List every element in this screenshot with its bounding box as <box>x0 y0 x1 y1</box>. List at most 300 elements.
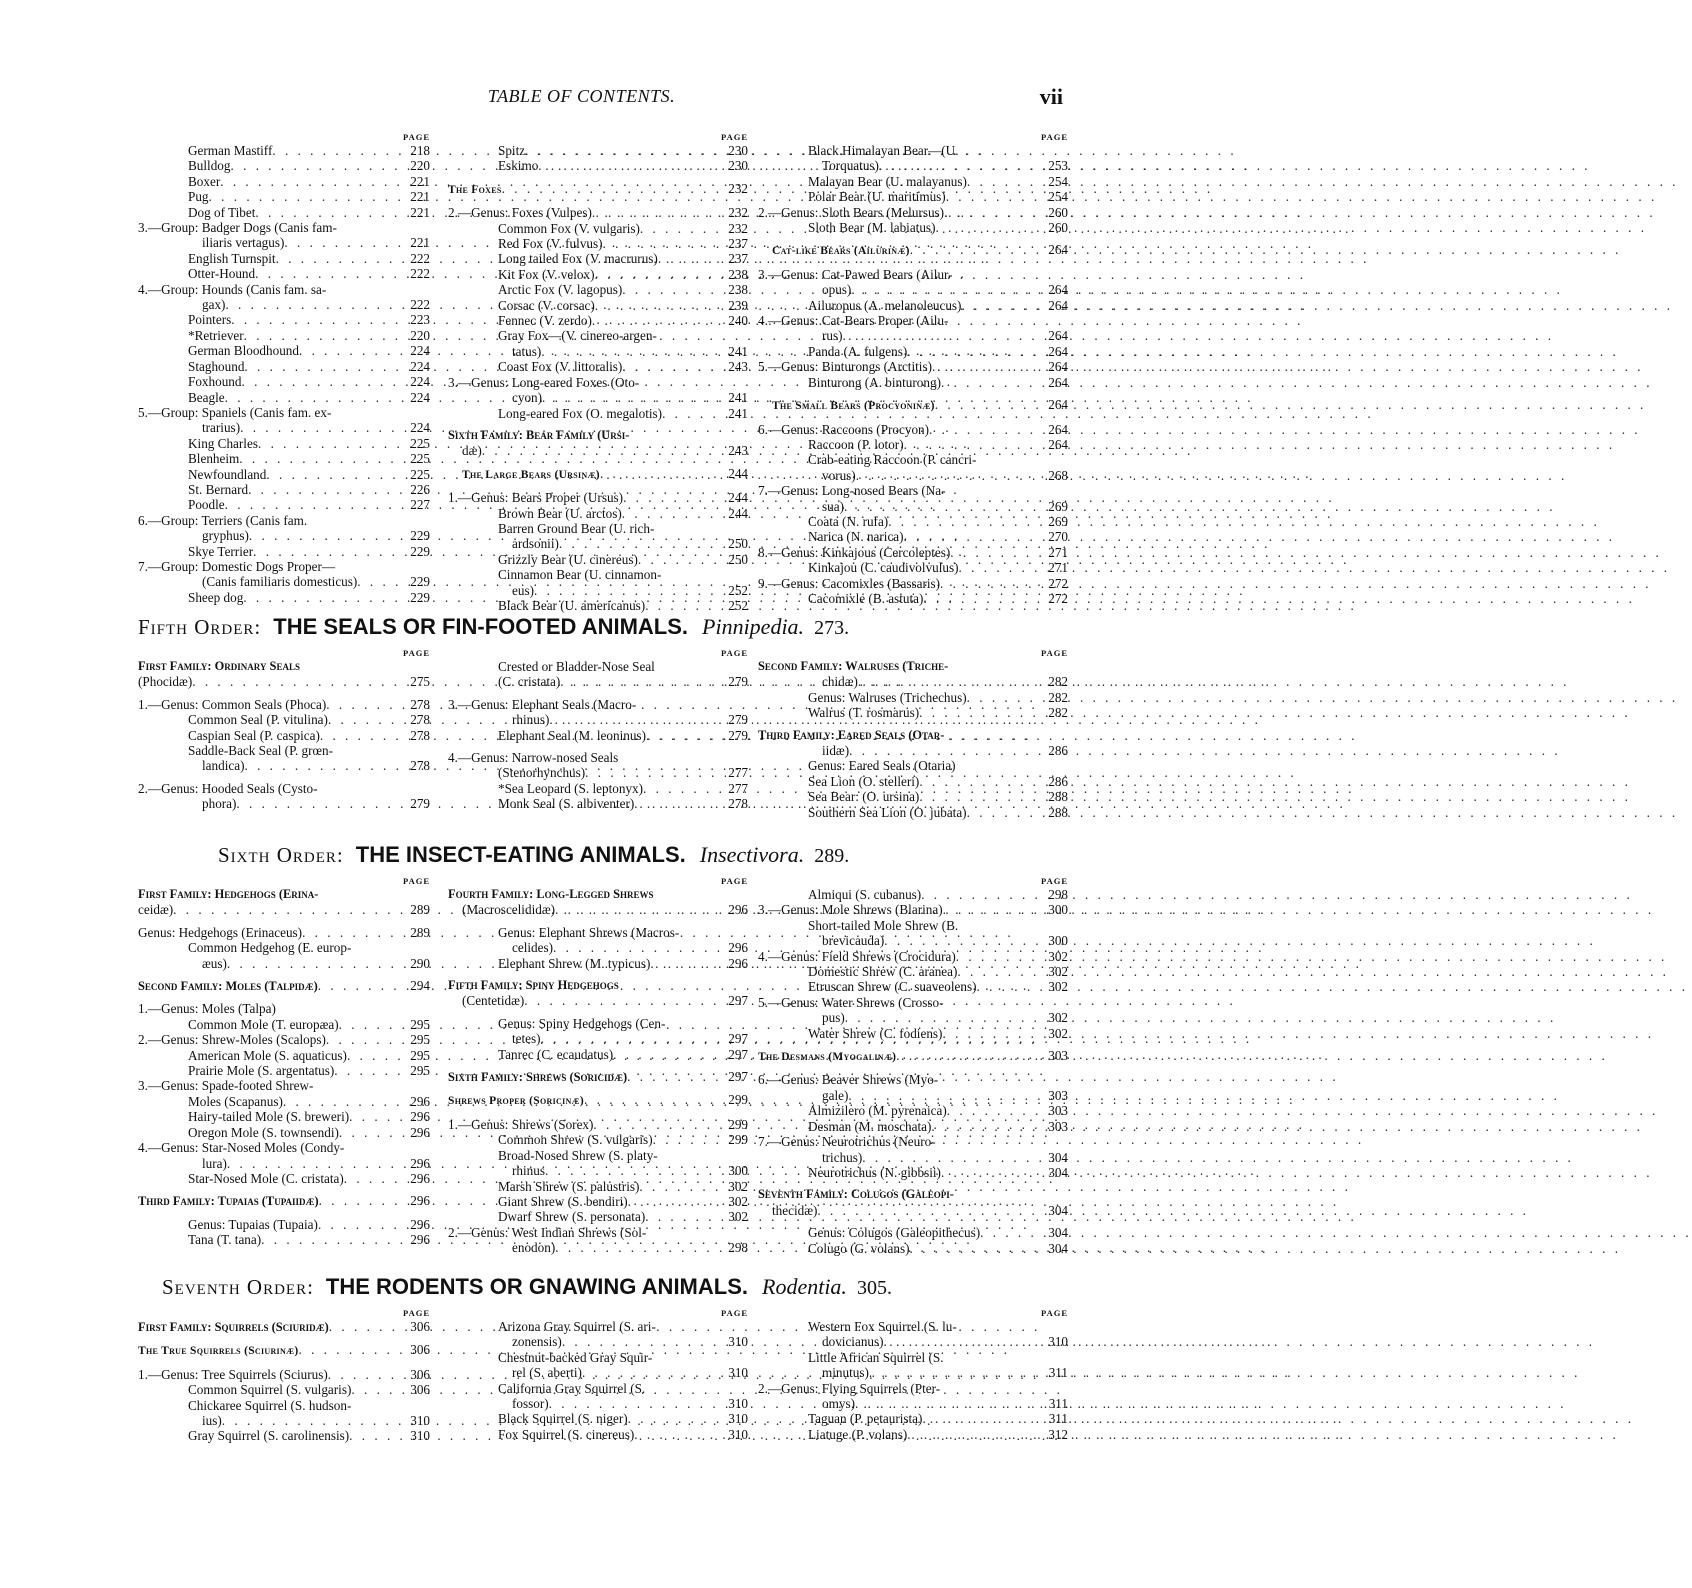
page-column-label: PAGE <box>1041 648 1068 658</box>
dot-leader <box>349 1428 408 1443</box>
dot-leader <box>855 1396 1047 1411</box>
toc-entry-page: 302 <box>1048 979 1068 995</box>
toc-entry <box>448 443 748 458</box>
dot-leader <box>967 174 1046 189</box>
toc-entry-text: Almiqui (S. cubanus) <box>808 887 922 902</box>
toc-entry-page: 296 <box>410 1124 430 1140</box>
dot-leader <box>976 979 1046 994</box>
toc-block-seals <box>138 648 1068 828</box>
toc-entry-text: First Family: Ordinary Seals <box>138 659 300 673</box>
dot-leader <box>851 282 1046 297</box>
toc-entry-page: 252 <box>728 582 748 598</box>
dot-leader <box>328 712 408 727</box>
toc-entry-text: Barren Ground Bear (U. rich- <box>498 520 655 536</box>
toc-entry-text: Etruscan Shrew (C. suaveolens) <box>808 979 977 995</box>
toc-entry-text: gax) <box>202 297 226 313</box>
toc-entry-text: The Large Bears (Ursinæ) <box>462 468 600 481</box>
toc-entry <box>138 796 430 811</box>
toc-family-heading <box>448 887 748 902</box>
dot-leader <box>255 205 408 220</box>
toc-entry <box>138 266 430 281</box>
toc-entry <box>448 598 748 613</box>
dot-leader <box>595 298 726 313</box>
toc-entry <box>758 174 1068 189</box>
toc-entry-text: Saddle-Back Seal (P. grœn- <box>188 743 334 759</box>
toc-entry-page: 296 <box>728 955 748 971</box>
toc-entry-page: 306 <box>410 1382 430 1398</box>
toc-entry-page: 254 <box>1048 173 1068 189</box>
toc-entry-text: Common Fox (V. vulgaris) <box>498 220 640 236</box>
toc-entry-page: 254 <box>1048 189 1068 205</box>
toc-entry-text: ceidæ) <box>138 902 174 918</box>
dot-leader <box>559 536 726 551</box>
toc-entry-text: The Small Bears (Procyoninæ) <box>772 400 935 413</box>
dot-leader <box>845 1010 1047 1025</box>
toc-entry-page: 270 <box>1048 529 1068 545</box>
toc-entry <box>138 1094 430 1109</box>
order-latin: Rodentia. <box>762 1274 847 1299</box>
dot-leader <box>299 343 408 358</box>
toc-entry <box>448 925 748 940</box>
toc-entry-text: Fennec (V. zerdo) <box>498 313 592 329</box>
toc-entry <box>138 1398 430 1413</box>
toc-entry <box>138 1217 430 1232</box>
toc-entry <box>138 574 430 589</box>
toc-entry-text: Neurotrichus (N. gibbsii) <box>808 1164 941 1180</box>
toc-entry-text: Gray Squirrel (S. carolinensis) <box>188 1428 350 1444</box>
toc-subfamily-heading <box>138 1342 430 1359</box>
toc-entry-text: Tanrec (C. ecaudatus) <box>498 1046 614 1062</box>
toc-entry-text: Third Family: Tupaias (Tupaiidæ) <box>138 1194 319 1209</box>
toc-family-heading <box>138 1319 430 1335</box>
toc-entry-text: Fourth Family: Long-Legged Shrews <box>448 887 654 901</box>
toc-entry-page: 279 <box>728 674 748 690</box>
toc-entry <box>448 1240 748 1255</box>
order-latin: Pinnipedia. <box>702 614 805 639</box>
toc-entry <box>138 1048 430 1063</box>
toc-entry <box>138 235 430 250</box>
toc-entry-text: The Foxes <box>448 183 502 196</box>
dot-leader <box>318 1217 408 1232</box>
toc-column <box>138 648 430 812</box>
toc-entry-text: Colugo (G. volans) <box>808 1240 910 1256</box>
order-label: Sixth Order: <box>218 843 344 867</box>
toc-entry-text: fossor) <box>512 1396 549 1412</box>
toc-entry-page: 296 <box>410 1109 430 1125</box>
toc-entry <box>758 545 1068 560</box>
toc-entry-text: 3.—Genus: Cat-Pawed Bears (Ailur- <box>758 266 953 282</box>
dot-leader <box>225 497 409 512</box>
dot-leader <box>947 1103 1046 1118</box>
toc-entry <box>448 267 748 282</box>
toc-entry <box>138 728 430 743</box>
toc-entry-page: 222 <box>410 250 430 266</box>
toc-entry-text: rel (S. aberti) <box>512 1365 582 1381</box>
toc-entry-page: 264 <box>1048 343 1068 359</box>
toc-entry-page: 264 <box>1048 297 1068 313</box>
toc-entry <box>448 359 748 374</box>
toc-entry-page: 302 <box>728 1193 748 1209</box>
toc-entry <box>448 1225 748 1240</box>
dot-leader <box>646 728 726 743</box>
toc-column <box>758 876 1068 1256</box>
toc-entry <box>138 143 430 158</box>
toc-entry <box>448 993 748 1008</box>
toc-entry-page: 222 <box>410 266 430 282</box>
dot-leader <box>261 1232 408 1247</box>
toc-entry-text: vorus) <box>822 467 856 483</box>
toc-entry <box>758 422 1068 437</box>
dot-leader <box>236 796 408 811</box>
toc-entry-text: California Gray Squirrel (S. <box>498 1380 646 1396</box>
toc-entry-page: 288 <box>1048 789 1068 805</box>
toc-entry-page: 271 <box>1048 560 1068 576</box>
dot-leader <box>961 298 1046 313</box>
toc-entry-page: 225 <box>410 451 430 467</box>
page-column-label: PAGE <box>403 1308 430 1318</box>
toc-entry-text: Second Family: Walruses (Triche- <box>758 659 949 673</box>
toc-subfamily-heading <box>758 397 1068 414</box>
toc-entry-text: St. Bernard <box>188 481 249 497</box>
dot-leader <box>351 1382 408 1397</box>
toc-entry-text: Blenheim <box>188 451 240 467</box>
toc-entry <box>138 482 430 497</box>
toc-entry <box>448 1148 748 1163</box>
toc-entry <box>758 499 1068 514</box>
dot-leader <box>935 220 1046 235</box>
toc-entry-text: Marsh Shrew (S. palustris) <box>498 1178 640 1194</box>
toc-entry <box>758 902 1068 917</box>
toc-entry <box>448 674 748 689</box>
toc-entry-text: Narica (N. narica) <box>808 529 904 545</box>
toc-entry <box>138 390 430 405</box>
toc-entry-text: minutus) <box>822 1365 869 1381</box>
toc-entry-text: 2.—Genus: West Indian Shrews (Sol- <box>448 1224 647 1240</box>
toc-entry <box>758 995 1068 1010</box>
toc-entry-page: 311 <box>1048 1411 1068 1427</box>
dot-leader <box>645 598 726 613</box>
toc-entry-page: 224 <box>410 343 430 359</box>
toc-entry <box>138 297 430 312</box>
toc-entry-page: 232 <box>728 220 748 236</box>
toc-entry <box>448 1179 748 1194</box>
toc-entry <box>138 559 430 574</box>
toc-entry-page: 297 <box>728 993 748 1009</box>
toc-entry-text: gale) <box>822 1087 849 1103</box>
page-column-label: PAGE <box>721 876 748 886</box>
toc-entry-text: phora) <box>202 796 237 812</box>
toc-entry <box>138 328 430 343</box>
toc-entry-text: Sea Lion (O. stelleri) <box>808 773 920 789</box>
toc-entry-page: 224 <box>410 389 430 405</box>
toc-entry-page: 302 <box>728 1209 748 1225</box>
dot-leader <box>560 674 726 689</box>
toc-entry-text: Panda (A. fulgens) <box>808 343 908 359</box>
toc-entry-text: Red Fox (V. fulvus) <box>498 236 603 252</box>
dot-leader <box>258 436 408 451</box>
toc-entry-page: 297 <box>728 1031 748 1047</box>
toc-entry-text: Little African Squirrel (S. <box>808 1349 944 1365</box>
toc-entry-page: 279 <box>410 796 430 812</box>
toc-entry <box>448 1117 748 1132</box>
toc-entry <box>138 205 430 220</box>
dot-leader <box>192 674 408 689</box>
toc-entry <box>448 1047 748 1062</box>
dot-leader <box>919 789 1046 804</box>
toc-entry <box>758 298 1068 313</box>
toc-entry <box>138 1017 430 1032</box>
toc-entry <box>758 1319 1068 1334</box>
toc-entry-page: 304 <box>1048 1164 1068 1180</box>
toc-entry <box>448 143 748 158</box>
toc-entry <box>138 1063 430 1078</box>
dot-leader <box>935 397 1046 412</box>
dot-leader <box>542 390 726 405</box>
toc-entry-text: Kinkajou (C. caudivolvulus) <box>808 560 959 576</box>
toc-entry-page: 296 <box>410 1155 430 1171</box>
order-page: 273. <box>814 617 850 639</box>
dot-leader <box>541 344 726 359</box>
toc-entry-text: 8.—Genus: Kinkajous (Cercoleptes) <box>758 544 951 560</box>
order-heading-sixth <box>218 842 1148 874</box>
toc-entry-page: 310 <box>410 1428 430 1444</box>
dot-leader <box>222 1413 408 1428</box>
toc-entry <box>758 743 1068 758</box>
toc-entry <box>138 1171 430 1186</box>
toc-entry-text: cyon) <box>512 390 543 406</box>
dot-leader <box>326 697 408 712</box>
dot-leader <box>848 1088 1046 1103</box>
toc-entry-text: Cacomixle (B. astuta) <box>808 590 924 606</box>
toc-subfamily-heading <box>448 466 748 483</box>
toc-entry <box>138 497 430 512</box>
dot-leader <box>950 545 1046 560</box>
toc-entry <box>138 467 430 482</box>
dot-leader <box>653 1132 727 1147</box>
toc-entry <box>758 690 1068 705</box>
toc-entry-page: 298 <box>728 1240 748 1256</box>
toc-entry-page: 222 <box>410 297 430 313</box>
toc-entry-page: 312 <box>1048 1426 1068 1442</box>
toc-entry-page: 269 <box>1048 498 1068 514</box>
toc-entry <box>758 576 1068 591</box>
toc-entry-page: 250 <box>728 536 748 552</box>
page-column-label: PAGE <box>721 1308 748 1318</box>
toc-entry-text: 5.—Genus: Binturongs (Arctitis) <box>758 359 932 375</box>
toc-entry-text: Sixth Family: Bear Family (Ursi- <box>448 427 630 442</box>
toc-entry-page: 277 <box>728 765 748 781</box>
toc-entry-page: 302 <box>1048 964 1068 980</box>
toc-entry <box>138 743 430 758</box>
toc-entry-text: 4.—Genus: Star-Nosed Moles (Condy- <box>138 1140 345 1156</box>
toc-entry <box>448 1411 748 1426</box>
dot-leader <box>541 1031 727 1046</box>
toc-entry-text: Moles (Scapanus) <box>188 1093 283 1109</box>
dot-leader <box>844 499 1046 514</box>
toc-entry <box>138 1125 430 1140</box>
toc-entry-text: Almizilero (M. pyrenaica) <box>808 1103 947 1119</box>
toc-entry-page: 306 <box>410 1342 430 1358</box>
toc-entry-text: Black Himalayan Bear—(U. <box>808 143 959 158</box>
toc-entry <box>448 1194 748 1209</box>
toc-entry-page: 306 <box>410 1319 430 1334</box>
toc-entry-text: rus) <box>822 328 843 344</box>
toc-entry <box>758 789 1068 804</box>
toc-entry-page: 297 <box>728 1069 748 1085</box>
toc-entry-text: Black Bear (U. americanus) <box>498 597 646 613</box>
toc-entry-text: Long-eared Fox (O. megalotis) <box>498 405 663 421</box>
toc-entry-text: Gray Fox—(V. cinereo-argen- <box>498 328 657 344</box>
toc-entry <box>138 1156 430 1171</box>
toc-entry <box>448 536 748 551</box>
toc-entry-text: celides) <box>512 940 554 956</box>
toc-entry-text: Walrus (T. rosmarus) <box>808 705 920 721</box>
toc-entry <box>138 420 430 435</box>
toc-entry-text: Cat-like Bears (Ailurinæ) <box>772 245 910 258</box>
toc-entry-text: sua) <box>822 498 844 514</box>
toc-entry-page: 244 <box>728 465 748 481</box>
dot-leader <box>555 902 726 917</box>
toc-entry <box>758 1103 1068 1118</box>
toc-entry-page: 264 <box>1048 328 1068 344</box>
dot-leader <box>549 1396 727 1411</box>
toc-entry-text: rhinus) <box>512 712 550 728</box>
toc-entry-page: 244 <box>728 490 748 506</box>
dot-leader <box>941 1165 1046 1180</box>
toc-subfamily-heading <box>758 242 1068 259</box>
page-column-label: PAGE <box>403 876 430 886</box>
dot-leader <box>628 1411 727 1426</box>
toc-entry <box>138 405 430 420</box>
toc-entry <box>758 705 1068 720</box>
toc-entry-text: Torquatus) <box>822 158 879 174</box>
toc-entry-text: opus) <box>822 282 852 298</box>
toc-entry <box>138 174 430 189</box>
toc-entry-page: 296 <box>410 1170 430 1186</box>
toc-entry-page: 221 <box>410 189 430 205</box>
toc-entry-page: 244 <box>728 505 748 521</box>
toc-entry <box>758 1072 1068 1087</box>
dot-leader <box>534 583 726 598</box>
toc-entry-text: iidæ) <box>822 743 850 759</box>
toc-entry-text: Sixth Family: Shrews (Soricidæ) <box>448 1070 628 1085</box>
toc-entry <box>448 765 748 780</box>
dot-leader <box>662 406 726 421</box>
dot-leader <box>967 690 1047 705</box>
toc-entry <box>138 312 430 327</box>
toc-entry <box>448 1016 748 1031</box>
dot-leader <box>623 490 726 505</box>
toc-block-carnivores-cont <box>138 132 1068 613</box>
toc-entry <box>138 158 430 173</box>
toc-entry-page: 268 <box>1048 467 1068 483</box>
toc-entry-page: 226 <box>410 481 430 497</box>
toc-entry-page: 241 <box>728 405 748 421</box>
toc-entry <box>138 189 430 204</box>
toc-entry-page: 260 <box>1048 204 1068 220</box>
toc-entry-page: 311 <box>1048 1396 1068 1412</box>
order-name: THE SEALS OR FIN-FOOTED ANIMALS. <box>273 614 689 639</box>
toc-entry-text: Second Family: Moles (Talpidæ) <box>138 979 318 994</box>
toc-entry-text: 2.—Genus: Sloth Bears (Melursus) <box>758 204 945 220</box>
toc-entry-page: 250 <box>728 551 748 567</box>
dot-leader <box>929 422 1046 437</box>
toc-column <box>138 132 430 605</box>
toc-entry <box>758 375 1068 390</box>
toc-family-heading <box>758 659 1068 674</box>
toc-entry-page: 264 <box>1048 282 1068 298</box>
toc-entry-text: 4.—Genus: Field Shrews (Crocidura) <box>758 948 956 964</box>
toc-entry-page: 289 <box>410 924 430 940</box>
toc-entry-page: 278 <box>410 758 430 774</box>
toc-entry-text: 6.—Group: Terriers (Canis fam. <box>138 512 308 528</box>
toc-entry-text: Giant Shrew (S. bendiri) <box>498 1193 628 1209</box>
dot-leader <box>244 328 409 343</box>
toc-entry-text: eus) <box>512 582 534 598</box>
dot-leader <box>545 1163 726 1178</box>
toc-entry-text: Prairie Mole (S. argentatus) <box>188 1063 335 1079</box>
toc-entry-page: 243 <box>728 359 748 375</box>
toc-entry-page: 241 <box>728 390 748 406</box>
dot-leader <box>858 674 1046 689</box>
dot-leader <box>318 978 408 993</box>
toc-entry <box>138 1140 430 1155</box>
dot-leader <box>319 1193 409 1208</box>
toc-entry-page: 229 <box>410 589 430 605</box>
toc-entry-page: 264 <box>1048 359 1068 375</box>
toc-entry-text: Eskimo <box>498 158 539 174</box>
dot-leader <box>923 591 1046 606</box>
order-latin: Insectivora. <box>699 842 805 867</box>
toc-entry-text: 5.—Genus: Water Shrews (Crosso- <box>758 994 944 1010</box>
dot-leader <box>334 1063 408 1078</box>
toc-family-heading <box>758 728 1068 743</box>
dot-leader <box>242 374 409 389</box>
toc-entry-page: 289 <box>410 902 430 918</box>
toc-entry-text: Sheep dog <box>188 589 244 605</box>
dot-leader <box>553 940 726 955</box>
toc-entry-text: Coast Fox (V. littoralis) <box>498 359 623 375</box>
toc-entry <box>448 712 748 727</box>
dot-leader <box>879 158 1046 173</box>
toc-entry <box>758 949 1068 964</box>
toc-entry-text: Newfoundland <box>188 466 267 482</box>
toc-entry-text: Caspian Seal (P. caspica) <box>188 727 320 743</box>
toc-entry-page: 302 <box>1048 948 1068 964</box>
dot-leader <box>240 420 408 435</box>
toc-entry-text: 7.—Genus: Long-nosed Bears (Na- <box>758 483 946 499</box>
toc-entry-text: Common Shrew (S. vulgaris) <box>498 1132 653 1148</box>
toc-entry <box>138 925 430 940</box>
dot-leader <box>600 466 726 481</box>
toc-entry-text: Hairy-tailed Mole (S. breweri) <box>188 1109 350 1125</box>
toc-entry <box>138 220 430 235</box>
toc-entry-text: Genus: Hedgehogs (Erinaceus) <box>138 924 303 940</box>
toc-entry-page: 296 <box>728 940 748 956</box>
toc-entry-page: 294 <box>410 978 430 994</box>
toc-entry-text: The Desmans (Myogalinæ) <box>758 1051 897 1064</box>
toc-entry-text: Seventh Family: Colugos (Galeopi- <box>758 1187 954 1202</box>
toc-entry-text: 9.—Genus: Cacomixles (Bassaris) <box>758 575 941 591</box>
toc-entry-page: 230 <box>728 143 748 158</box>
toc-entry <box>138 1413 430 1428</box>
dot-leader <box>638 552 726 567</box>
toc-entry-text: rhinus <box>512 1163 545 1179</box>
toc-entry-page: 264 <box>1048 436 1068 452</box>
dot-leader <box>910 242 1046 257</box>
toc-entry-page: 300 <box>1048 933 1068 949</box>
toc-entry-text: Raccoon (P. lotor) <box>808 436 904 452</box>
